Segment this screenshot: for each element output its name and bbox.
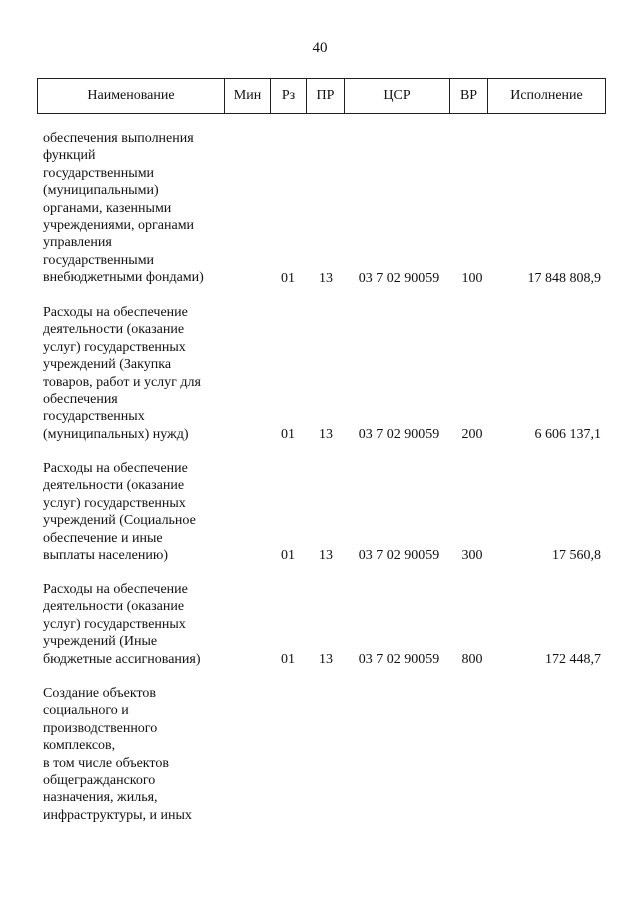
table-row [37,460,605,564]
page-number: 40 [312,40,328,56]
row-vr: 800 [461,651,483,667]
table-row [37,304,605,443]
row-exec: 17 848 808,9 [527,270,601,286]
header-min: Мин [225,79,271,114]
row-pr: 13 [319,270,333,286]
row-exec: 6 606 137,1 [534,426,601,442]
row-vr: 200 [461,426,483,442]
table-row [37,581,605,668]
header-vr: ВР [450,79,488,114]
row-name: Расходы на обеспечение деятельности (оказание услуг) государственных учреждений (Социальное обеспечение и иные выплаты населению) [43,461,196,564]
row-name: Создание объектов социального и производственного комплексов, в том числе объектов общегражданского назначения, жилья, инфраструктуры, и иных [43,686,192,823]
header-rz: Рз [271,79,307,114]
table-row [37,130,605,287]
row-exec: 17 560,8 [552,547,601,563]
row-exec: 172 448,7 [545,651,601,667]
row-name: Расходы на обеспечение деятельности (оказание услуг) государственных учреждений (Закупка товаров, работ и услуг для обеспечения государственных (муниципальных) нужд) [43,305,201,442]
row-rz: 01 [281,426,295,442]
row-rz: 01 [281,547,295,563]
table-header [37,78,606,114]
header-name: Наименование [38,79,225,114]
row-pr: 13 [319,547,333,563]
row-name: Расходы на обеспечение деятельности (оказание услуг) государственных учреждений (Иные бюджетные ассигнования) [43,582,201,667]
header-exec: Исполнение [488,79,606,114]
table-row [37,685,605,825]
row-csr: 03 7 02 90059 [358,426,440,442]
row-vr: 300 [461,547,483,563]
header-csr: ЦСР [345,79,450,114]
header-row [38,79,606,114]
header-pr: ПР [307,79,345,114]
row-csr: 03 7 02 90059 [358,651,440,667]
row-name: обеспечения выполнения функций государственными (муниципальными) органами, казенными учреждениями, органами управления государственными внебюджетными фондами) [43,131,204,286]
row-csr: 03 7 02 90059 [358,547,440,563]
row-csr: 03 7 02 90059 [358,270,440,286]
row-rz: 01 [281,270,295,286]
row-vr: 100 [461,270,483,286]
row-pr: 13 [319,651,333,667]
row-pr: 13 [319,426,333,442]
row-rz: 01 [281,651,295,667]
